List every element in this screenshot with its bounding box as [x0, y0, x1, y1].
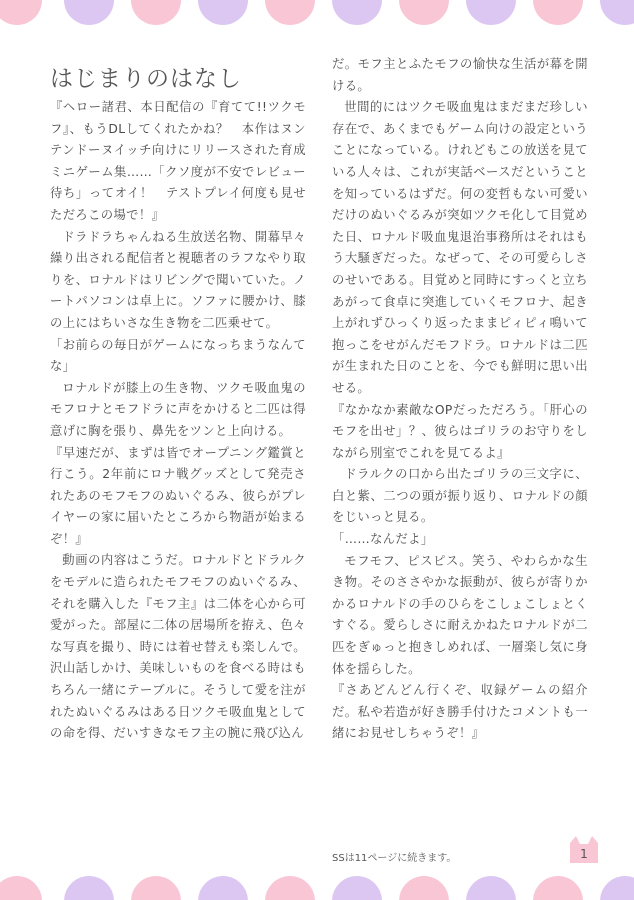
- paragraph: 『さあどんどん行くぞ、収録ゲームの紹介だ。私や若造が好き勝手付けたコメントも一緒にお見せしちゃうぞ！』: [332, 683, 588, 741]
- scallop-shape: [0, 0, 42, 25]
- continued-note: SSは11ページに続きます。: [332, 853, 457, 864]
- scallop-shape: [198, 0, 248, 25]
- page-number: 1: [580, 847, 588, 861]
- scallop-shape: [0, 876, 42, 900]
- text-column-left: [50, 97, 306, 745]
- paragraph: 『早速だが、まずは皆でオープニング鑑賞と行こう。2年前にロナ戦グッズとして発売されたあのモフモフのぬいぐるみ、彼らがプレイヤーの家に届いたところから物語が始まるぞ！』: [50, 445, 306, 546]
- paragraph: ドラルクの口から出たゴリラの三文字に、白と紫、二つの頭が振り返り、ロナルドの顔をじいっと見る。: [332, 467, 588, 525]
- scallop-shape: [131, 876, 181, 900]
- paragraph: 「……なんだよ」: [332, 532, 434, 547]
- paragraph: モフモフ、ピスピス。笑う、やわらかな生き物。そのささやかな振動が、彼らが寄りかかるロナルドの手のひらをこしょこしょとくすぐる。愛らしさに耐えかねたロナルドが二匹をぎゅっと抱きしめれば、一層楽し気に身体を揺らした。: [332, 553, 588, 676]
- top-scallop-border: [0, 0, 634, 50]
- scallop-shape: [265, 876, 315, 900]
- paragraph: ロナルドが膝上の生き物、ツクモ吸血鬼のモフロナとモフドラに声をかけると二匹は得意げに胸を張り、鼻先をツンと上向ける。: [50, 380, 306, 438]
- scallop-shape: [332, 876, 382, 900]
- paragraph: 『なかなか素敵なOPだっただろう。「肝心のモフを出せ」？、彼らはゴリラのお守りをしながら別室でこれを見てるよ』: [332, 402, 588, 460]
- paragraph: ドラドラちゃんねる生放送名物、開幕早々繰り出される配信者と視聴者のラフなやり取りを、ロナルドはリビングで聞いていた。ノートパソコンは卓上に。ソファに腰かけ、膝の上にはちいさな生き物を二匹乗せて。: [50, 229, 306, 330]
- scallop-shape: [399, 876, 449, 900]
- scallop-shape: [64, 0, 114, 25]
- paragraph: 「お前らの毎日がゲームになっちまうなんてな」: [50, 337, 306, 374]
- bottom-scallop-border: [0, 850, 634, 900]
- paragraph: 『ヘロー諸君、本日配信の『育てて!!ツクモフ』、もうDLしてくれたかね？ 本作はヌンテンドーヌイッチ向けにリリースされた育成ミニゲーム集……「クソ度が不安でレビュー待ち」ってオイ！ テストプレイ何度も見せただろこの場で！』: [50, 100, 306, 222]
- page-title: はじまりのはなし: [50, 66, 242, 92]
- scallop-shape: [466, 876, 516, 900]
- scallop-shape: [533, 876, 583, 900]
- scallop-shape: [265, 0, 315, 25]
- paragraph: 世間的にはツクモ吸血鬼はまだまだ珍しい存在で、あくまでもゲーム向けの設定ということになっている。けれどもこの放送を見ている人々は、これが実話ベースだということを知っているはずだ。何の変哲もない可愛いだけのぬいぐるみが突如ツクモ化して目覚めた日、ロナルド吸血鬼退治事務所はそれはもう大騒ぎだった。なぜって、その可愛らしさのせいである。目覚めと同時にすっくと立ちあがって食卓に突進していくモフロナ、起き上がれずひっくり返ったままピィピィ鳴いて抱っこをせがんだモフドラ。ロナルドは二匹が生まれた日のことを、今でも鮮明に思い出せる。: [332, 100, 588, 395]
- text-column-right: [332, 54, 588, 745]
- scallop-shape: [533, 0, 583, 25]
- scallop-shape: [466, 0, 516, 25]
- scallop-shape: [332, 0, 382, 25]
- paragraph: だ。モフ主とふたモフの愉快な生活が幕を開ける。: [332, 57, 588, 93]
- paragraph: 動画の内容はこうだ。ロナルドとドラルクをモデルに造られたモフモフのぬいぐるみ、それを購入した『モフ主』は二体を心から可愛がった。部屋に二体の居場所を拵え、色々な写真を撮り、時には着せ替えも楽しんで。沢山話しかけ、美味しいものを食べる時はもちろん一緒にテーブルに。そうして愛を注がれたぬいぐるみはある日ツクモ吸血鬼としての命を得、だいすきなモフ主の腕に飛び込ん: [50, 553, 306, 741]
- scallop-shape: [131, 0, 181, 25]
- scallop-shape: [399, 0, 449, 25]
- scallop-shape: [600, 0, 634, 25]
- scallop-shape: [64, 876, 114, 900]
- scallop-shape: [198, 876, 248, 900]
- scallop-shape: [600, 876, 634, 900]
